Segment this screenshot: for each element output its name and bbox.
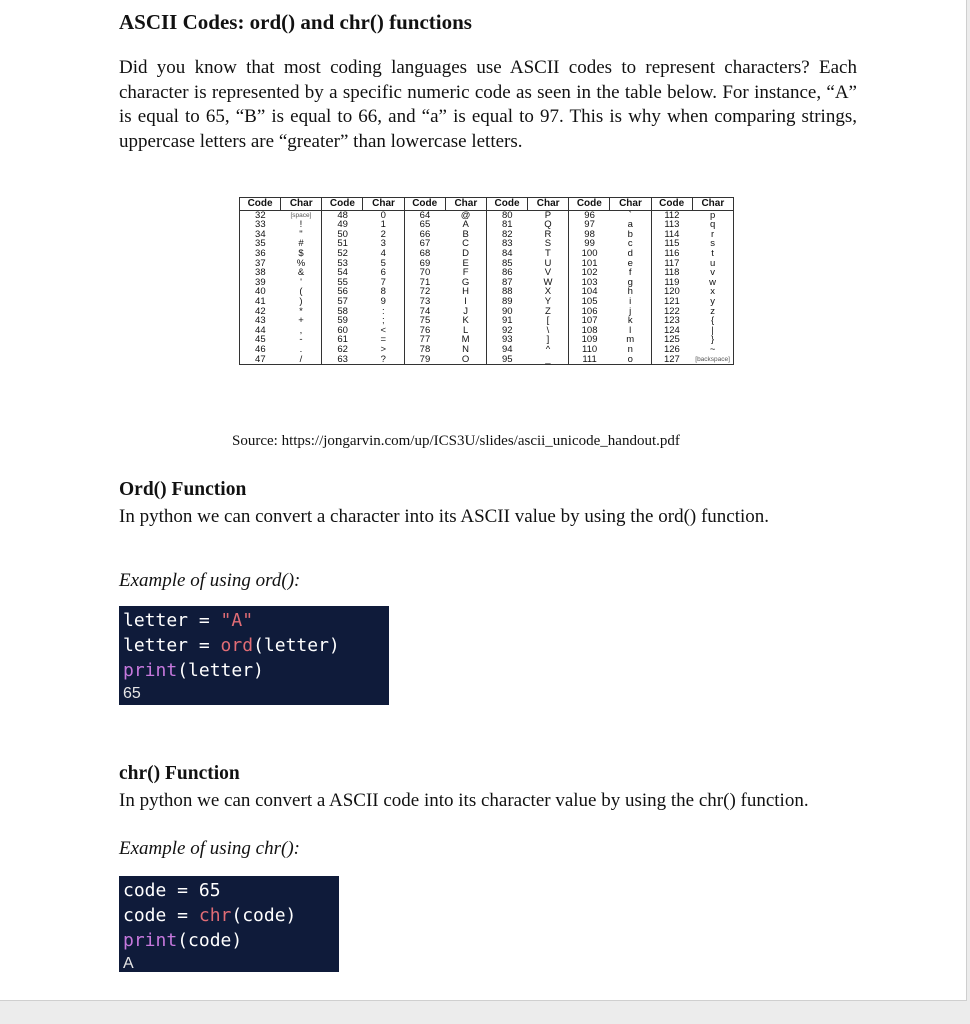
- code-token: code =: [123, 905, 199, 926]
- ascii-char-cell: P: [528, 210, 569, 220]
- ascii-char-cell: s: [692, 239, 733, 249]
- ascii-char-cell: x: [692, 287, 733, 297]
- ascii-char-cell: t: [692, 249, 733, 259]
- code-function-token: ord: [220, 635, 254, 656]
- ascii-code-cell: 46: [240, 345, 281, 355]
- ascii-char-cell: `: [610, 210, 651, 220]
- ascii-code-cell: 100: [569, 249, 610, 259]
- char-column-header: Char: [610, 198, 651, 211]
- table-row: [240, 230, 734, 240]
- ascii-char-cell: K: [445, 316, 486, 326]
- ascii-code-cell: 83: [486, 239, 527, 249]
- page-content: [119, 10, 859, 152]
- ascii-char-cell: /: [281, 355, 322, 365]
- ascii-char-cell: O: [445, 355, 486, 365]
- code-line: [123, 608, 389, 633]
- ascii-code-cell: 73: [404, 297, 445, 307]
- ascii-code-cell: 105: [569, 297, 610, 307]
- table-row: [240, 335, 734, 345]
- ascii-code-cell: 74: [404, 307, 445, 317]
- ascii-char-cell: $: [281, 249, 322, 259]
- ascii-char-cell: ^: [528, 345, 569, 355]
- ascii-code-cell: 44: [240, 326, 281, 336]
- ascii-code-cell: 61: [322, 335, 363, 345]
- ascii-code-cell: 79: [404, 355, 445, 365]
- ascii-code-cell: 124: [651, 326, 692, 336]
- ascii-code-cell: 121: [651, 297, 692, 307]
- char-column-header: Char: [281, 198, 322, 211]
- ascii-code-cell: 48: [322, 210, 363, 220]
- code-column-header: Code: [240, 198, 281, 211]
- ascii-code-cell: 82: [486, 230, 527, 240]
- ascii-char-cell: Q: [528, 220, 569, 230]
- code-token: (code): [231, 905, 297, 926]
- ascii-char-cell: F: [445, 268, 486, 278]
- ascii-char-cell: j: [610, 307, 651, 317]
- code-column-header: Code: [569, 198, 610, 211]
- ascii-char-cell: R: [528, 230, 569, 240]
- source-citation: Source: https://jongarvin.com/up/ICS3U/slides/ascii_unicode_handout.pdf: [232, 433, 680, 449]
- ascii-char-cell: S: [528, 239, 569, 249]
- ascii-code-cell: 103: [569, 278, 610, 288]
- ascii-code-cell: 127: [651, 355, 692, 365]
- ascii-code-cell: 57: [322, 297, 363, 307]
- ascii-code-cell: 71: [404, 278, 445, 288]
- ascii-char-cell: 1: [363, 220, 404, 230]
- table-row: [240, 259, 734, 269]
- ascii-char-cell: 8: [363, 287, 404, 297]
- table-row: [240, 326, 734, 336]
- code-line: [123, 903, 339, 928]
- ascii-char-cell: ": [281, 230, 322, 240]
- ascii-code-cell: 92: [486, 326, 527, 336]
- ascii-char-cell: ,: [281, 326, 322, 336]
- ascii-char-cell: I: [445, 297, 486, 307]
- ascii-char-cell: c: [610, 239, 651, 249]
- table-row: [240, 287, 734, 297]
- ascii-code-cell: 102: [569, 268, 610, 278]
- ascii-char-cell: (: [281, 287, 322, 297]
- ascii-code-cell: 94: [486, 345, 527, 355]
- ascii-char-cell: G: [445, 278, 486, 288]
- ascii-table: [239, 197, 734, 365]
- ascii-code-cell: 120: [651, 287, 692, 297]
- code-output: 65: [123, 685, 141, 702]
- ascii-char-cell: g: [610, 278, 651, 288]
- ascii-code-cell: 64: [404, 210, 445, 220]
- ascii-char-cell: ;: [363, 316, 404, 326]
- ascii-char-cell: l: [610, 326, 651, 336]
- ascii-char-cell: n: [610, 345, 651, 355]
- ascii-code-cell: 101: [569, 259, 610, 269]
- ascii-code-cell: 63: [322, 355, 363, 365]
- ascii-char-cell: @: [445, 210, 486, 220]
- ascii-code-cell: 81: [486, 220, 527, 230]
- ascii-char-cell: .: [281, 345, 322, 355]
- ascii-char-cell: [: [528, 316, 569, 326]
- code-line: [123, 633, 389, 658]
- table-row: [240, 210, 734, 220]
- ascii-code-cell: 62: [322, 345, 363, 355]
- ascii-table-header: [240, 198, 734, 211]
- ascii-code-cell: 118: [651, 268, 692, 278]
- ord-example-label: Example of using ord():: [119, 570, 301, 591]
- ascii-char-cell: a: [610, 220, 651, 230]
- code-token: (letter): [177, 660, 264, 681]
- ascii-char-cell: N: [445, 345, 486, 355]
- ascii-char-cell: q: [692, 220, 733, 230]
- ascii-code-cell: 93: [486, 335, 527, 345]
- ascii-char-cell: {: [692, 316, 733, 326]
- ascii-code-cell: 59: [322, 316, 363, 326]
- ascii-code-cell: 85: [486, 259, 527, 269]
- ascii-code-cell: 58: [322, 307, 363, 317]
- ascii-code-cell: 56: [322, 287, 363, 297]
- ascii-code-cell: 125: [651, 335, 692, 345]
- ascii-char-cell: _: [528, 355, 569, 365]
- ascii-char-cell: |: [692, 326, 733, 336]
- ascii-char-cell: u: [692, 259, 733, 269]
- ascii-char-cell: L: [445, 326, 486, 336]
- ascii-char-cell: U: [528, 259, 569, 269]
- ascii-code-cell: 32: [240, 210, 281, 220]
- ascii-code-cell: 114: [651, 230, 692, 240]
- ascii-char-cell: D: [445, 249, 486, 259]
- ascii-char-cell: ~: [692, 345, 733, 355]
- code-function-token: chr: [198, 905, 232, 926]
- ascii-code-cell: 35: [240, 239, 281, 249]
- ascii-code-cell: 86: [486, 268, 527, 278]
- ascii-code-cell: 49: [322, 220, 363, 230]
- ascii-char-cell: f: [610, 268, 651, 278]
- ascii-code-cell: 38: [240, 268, 281, 278]
- ascii-code-cell: 47: [240, 355, 281, 365]
- ascii-char-cell: p: [692, 210, 733, 220]
- ascii-char-cell: A: [445, 220, 486, 230]
- ascii-code-cell: 123: [651, 316, 692, 326]
- code-builtin-token: print: [123, 930, 178, 951]
- ascii-code-cell: 119: [651, 278, 692, 288]
- table-row: [240, 316, 734, 326]
- ascii-char-cell: }: [692, 335, 733, 345]
- ascii-code-cell: 99: [569, 239, 610, 249]
- ascii-char-cell: 5: [363, 259, 404, 269]
- ascii-char-cell: ?: [363, 355, 404, 365]
- ascii-char-cell: C: [445, 239, 486, 249]
- ascii-code-cell: 108: [569, 326, 610, 336]
- ascii-char-cell: B: [445, 230, 486, 240]
- chr-section-text: In python we can convert a ASCII code into its character value by using the chr() function.: [119, 790, 809, 811]
- ascii-code-cell: 90: [486, 307, 527, 317]
- ascii-code-cell: 50: [322, 230, 363, 240]
- ascii-char-cell: -: [281, 335, 322, 345]
- char-column-header: Char: [363, 198, 404, 211]
- code-token: (letter): [253, 635, 340, 656]
- ascii-code-cell: 43: [240, 316, 281, 326]
- table-row: [240, 297, 734, 307]
- ascii-char-cell: k: [610, 316, 651, 326]
- code-token: letter =: [123, 610, 221, 631]
- code-column-header: Code: [651, 198, 692, 211]
- table-row: [240, 345, 734, 355]
- ascii-code-cell: 65: [404, 220, 445, 230]
- intro-paragraph: Did you know that most coding languages use ASCII codes to represent characters? Each character is represented by a specific numeric code as seen in the table below. For instance, “A” is equal to 65, “B” is equal to 66, and “a” is equal to 97. This is why when comparing strings, uppercase letters are “greater” than lowercase letters.: [119, 57, 857, 152]
- ascii-char-cell: !: [281, 220, 322, 230]
- ascii-code-cell: 110: [569, 345, 610, 355]
- ascii-code-cell: 52: [322, 249, 363, 259]
- ascii-code-cell: 53: [322, 259, 363, 269]
- ascii-char-cell: &: [281, 268, 322, 278]
- ascii-code-cell: 55: [322, 278, 363, 288]
- ascii-char-cell: E: [445, 259, 486, 269]
- ascii-char-cell: o: [610, 355, 651, 365]
- code-line: [123, 658, 389, 683]
- ascii-char-cell: =: [363, 335, 404, 345]
- page-title: ASCII Codes: ord() and chr() functions: [119, 10, 472, 34]
- ascii-char-cell: i: [610, 297, 651, 307]
- ascii-char-cell: +: [281, 316, 322, 326]
- table-row: [240, 239, 734, 249]
- code-column-header: Code: [486, 198, 527, 211]
- ascii-char-cell: 4: [363, 249, 404, 259]
- ascii-code-cell: 95: [486, 355, 527, 365]
- ascii-char-cell: #: [281, 239, 322, 249]
- ascii-char-cell: 6: [363, 268, 404, 278]
- ascii-code-cell: 117: [651, 259, 692, 269]
- ascii-code-cell: 109: [569, 335, 610, 345]
- ascii-code-cell: 36: [240, 249, 281, 259]
- ascii-char-cell: 9: [363, 297, 404, 307]
- ascii-code-cell: 80: [486, 210, 527, 220]
- chr-section-title: chr() Function: [119, 763, 240, 784]
- ascii-code-cell: 78: [404, 345, 445, 355]
- ascii-char-cell: ]: [528, 335, 569, 345]
- ascii-char-cell: Y: [528, 297, 569, 307]
- code-string-token: "A": [220, 610, 254, 631]
- table-row: [240, 355, 734, 365]
- ascii-code-cell: 75: [404, 316, 445, 326]
- ascii-char-cell: Z: [528, 307, 569, 317]
- ascii-char-cell: J: [445, 307, 486, 317]
- ascii-code-cell: 91: [486, 316, 527, 326]
- ascii-code-cell: 98: [569, 230, 610, 240]
- code-column-header: Code: [322, 198, 363, 211]
- code-output: A: [123, 955, 134, 972]
- ascii-char-cell: V: [528, 268, 569, 278]
- ord-code-block: [119, 606, 389, 705]
- ascii-code-cell: 113: [651, 220, 692, 230]
- ascii-code-cell: 54: [322, 268, 363, 278]
- ascii-code-cell: 40: [240, 287, 281, 297]
- ascii-code-cell: 88: [486, 287, 527, 297]
- ord-section-text: In python we can convert a character into its ASCII value by using the ord() function.: [119, 506, 770, 527]
- ascii-char-cell: >: [363, 345, 404, 355]
- ascii-code-cell: 112: [651, 210, 692, 220]
- ascii-code-cell: 84: [486, 249, 527, 259]
- table-row: [240, 268, 734, 278]
- ascii-char-cell: d: [610, 249, 651, 259]
- ascii-code-cell: 51: [322, 239, 363, 249]
- ascii-code-cell: 45: [240, 335, 281, 345]
- ascii-code-cell: 60: [322, 326, 363, 336]
- ascii-code-cell: 69: [404, 259, 445, 269]
- ascii-code-cell: 104: [569, 287, 610, 297]
- ascii-table-body: [240, 210, 734, 365]
- ascii-code-cell: 72: [404, 287, 445, 297]
- ascii-code-cell: 76: [404, 326, 445, 336]
- code-column-header: Code: [404, 198, 445, 211]
- table-row: [240, 249, 734, 259]
- ascii-code-cell: 68: [404, 249, 445, 259]
- ascii-char-cell: *: [281, 307, 322, 317]
- ascii-char-cell: T: [528, 249, 569, 259]
- chr-example-label: Example of using chr():: [119, 838, 300, 859]
- code-builtin-token: print: [123, 660, 178, 681]
- ascii-code-cell: 89: [486, 297, 527, 307]
- ascii-char-cell: :: [363, 307, 404, 317]
- ascii-char-cell: y: [692, 297, 733, 307]
- ascii-char-cell: 3: [363, 239, 404, 249]
- ascii-char-cell: ': [281, 278, 322, 288]
- char-column-header: Char: [692, 198, 733, 211]
- ascii-code-cell: 67: [404, 239, 445, 249]
- ascii-code-cell: 106: [569, 307, 610, 317]
- table-row: [240, 307, 734, 317]
- chr-code-block: [119, 876, 339, 972]
- ascii-char-cell: 7: [363, 278, 404, 288]
- code-token: letter =: [123, 635, 221, 656]
- ascii-code-cell: 34: [240, 230, 281, 240]
- ascii-char-cell: \: [528, 326, 569, 336]
- char-column-header: Char: [445, 198, 486, 211]
- ascii-code-cell: 116: [651, 249, 692, 259]
- ascii-code-cell: 96: [569, 210, 610, 220]
- code-line: [123, 928, 339, 953]
- ascii-char-cell: b: [610, 230, 651, 240]
- ascii-char-cell: M: [445, 335, 486, 345]
- ascii-char-cell: w: [692, 278, 733, 288]
- ascii-char-cell: v: [692, 268, 733, 278]
- code-token: code = 65: [123, 880, 221, 901]
- ascii-char-cell: [space]: [281, 210, 322, 220]
- ascii-char-cell: W: [528, 278, 569, 288]
- ascii-code-cell: 70: [404, 268, 445, 278]
- ascii-char-cell: r: [692, 230, 733, 240]
- ascii-code-cell: 39: [240, 278, 281, 288]
- ascii-code-cell: 33: [240, 220, 281, 230]
- ord-section-title: Ord() Function: [119, 479, 247, 500]
- ascii-code-cell: 77: [404, 335, 445, 345]
- ascii-code-cell: 37: [240, 259, 281, 269]
- ascii-code-cell: 97: [569, 220, 610, 230]
- ascii-code-cell: 87: [486, 278, 527, 288]
- ascii-code-cell: 126: [651, 345, 692, 355]
- ascii-char-cell: [backspace]: [692, 355, 733, 365]
- code-token: (code): [177, 930, 243, 951]
- char-column-header: Char: [528, 198, 569, 211]
- table-row: [240, 278, 734, 288]
- ascii-char-cell: e: [610, 259, 651, 269]
- ascii-code-cell: 42: [240, 307, 281, 317]
- ascii-char-cell: m: [610, 335, 651, 345]
- ascii-char-cell: h: [610, 287, 651, 297]
- ascii-char-cell: ): [281, 297, 322, 307]
- ascii-char-cell: %: [281, 259, 322, 269]
- ascii-code-cell: 41: [240, 297, 281, 307]
- ascii-char-cell: z: [692, 307, 733, 317]
- ascii-code-cell: 115: [651, 239, 692, 249]
- ascii-char-cell: <: [363, 326, 404, 336]
- code-line: [123, 878, 339, 903]
- ascii-code-cell: 122: [651, 307, 692, 317]
- ascii-code-cell: 66: [404, 230, 445, 240]
- ascii-char-cell: 2: [363, 230, 404, 240]
- ascii-code-cell: 107: [569, 316, 610, 326]
- ascii-code-cell: 111: [569, 355, 610, 365]
- ascii-char-cell: 0: [363, 210, 404, 220]
- table-row: [240, 220, 734, 230]
- ascii-char-cell: H: [445, 287, 486, 297]
- ascii-char-cell: X: [528, 287, 569, 297]
